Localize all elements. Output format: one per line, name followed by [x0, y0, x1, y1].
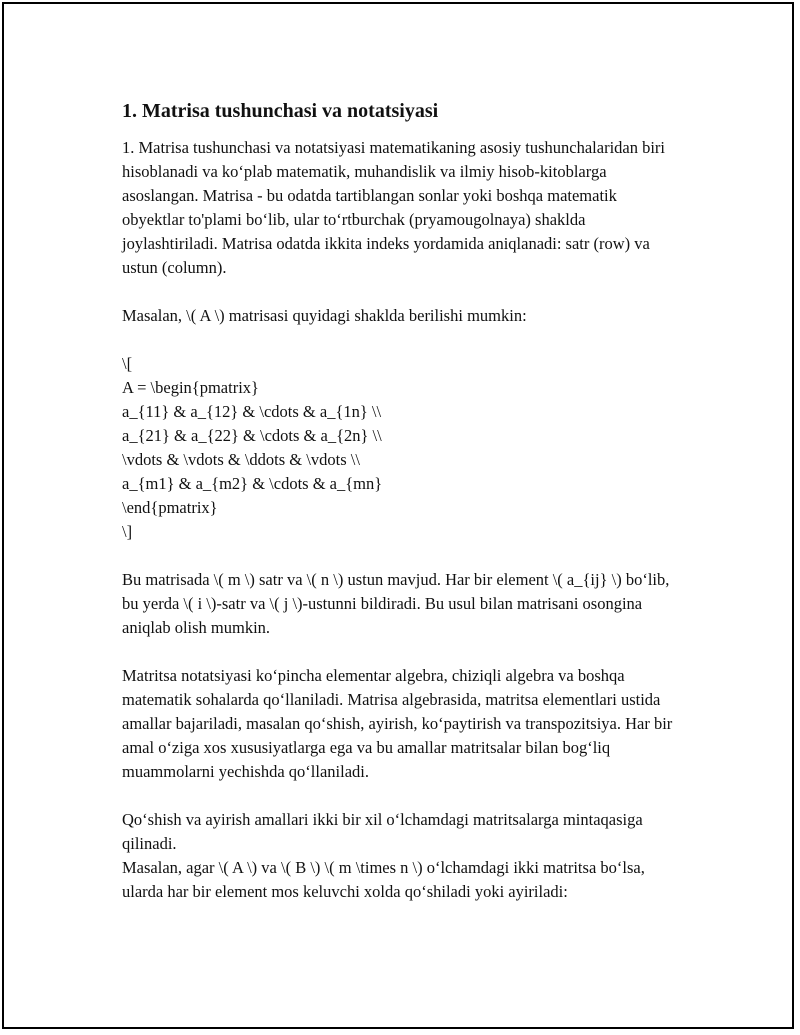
paragraph-intro: 1. Matrisa tushunchasi va notatsiyasi matematikaning asosiy tushunchalaridan biri hisoblanadi va ko‘plab matematik, muhandislik va ilmiy hisob-kitoblarga asoslangan. Matrisa - bu odatda tartiblangan sonlar yoki boshqa matematik obyektlar to'plami bo‘lib, ular to‘rtburchak (pryamougolnaya) shaklda joylashtiriladi. Matrisa odatda ikkita indeks yordamida aniqlanadi: satr (row) va ustun (column). — [122, 138, 666, 277]
formula-line: \] — [122, 522, 133, 541]
paragraph-example: Masalan, \( A \) matrisasi quyidagi shaklda berilishi mumkin: — [122, 306, 527, 325]
document-body — [122, 98, 682, 904]
formula-line: \end{pmatrix} — [122, 498, 218, 517]
paragraph-addition: Qo‘shish va ayirish amallari ikki bir xil o‘lchamdagi matritsalarga mintaqasiga qilinadi. — [122, 810, 643, 853]
paragraph-notation: Matritsa notatsiyasi ko‘pincha elementar algebra, chiziqli algebra va boshqa matematik sohalarda qo‘llaniladi. Matrisa algebrasida, matritsa elementlari ustida amallar bajariladi, masalan qo‘shish, ayirish, ko‘paytirish va transpozitsiya. Har bir amal o‘ziga xos xususiyatlarga ega va bu amallar matritsalar bilan bog‘liq muammolarni yechishda qo‘llaniladi. — [122, 666, 673, 781]
formula-line: a_{21} & a_{22} & \cdots & a_{2n} \\ — [122, 426, 382, 445]
formula-block — [122, 352, 682, 544]
formula-line: \[ — [122, 354, 133, 373]
page — [2, 2, 794, 1029]
formula-line: A = \begin{pmatrix} — [122, 378, 259, 397]
formula-line: \vdots & \vdots & \ddots & \vdots \\ — [122, 450, 360, 469]
formula-line: a_{m1} & a_{m2} & \cdots & a_{mn} — [122, 474, 383, 493]
paragraph-explanation: Bu matrisada \( m \) satr va \( n \) ustun mavjud. Har bir element \( a_{ij} \) bo‘lib, bu yerda \( i \)-satr va \( j \)-ustunni bildiradi. Bu usul bilan matrisani osongina aniqlab olish mumkin. — [122, 570, 670, 637]
formula-line: a_{11} & a_{12} & \cdots & a_{1n} \\ — [122, 402, 382, 421]
paragraph-addition-example: Masalan, agar \( A \) va \( B \) \( m \times n \) o‘lchamdagi ikki matritsa bo‘lsa, ularda har bir element mos keluvchi xolda qo‘shiladi yoki ayiriladi: — [122, 858, 645, 901]
section-title: 1. Matrisa tushunchasi va notatsiyasi — [122, 100, 439, 122]
